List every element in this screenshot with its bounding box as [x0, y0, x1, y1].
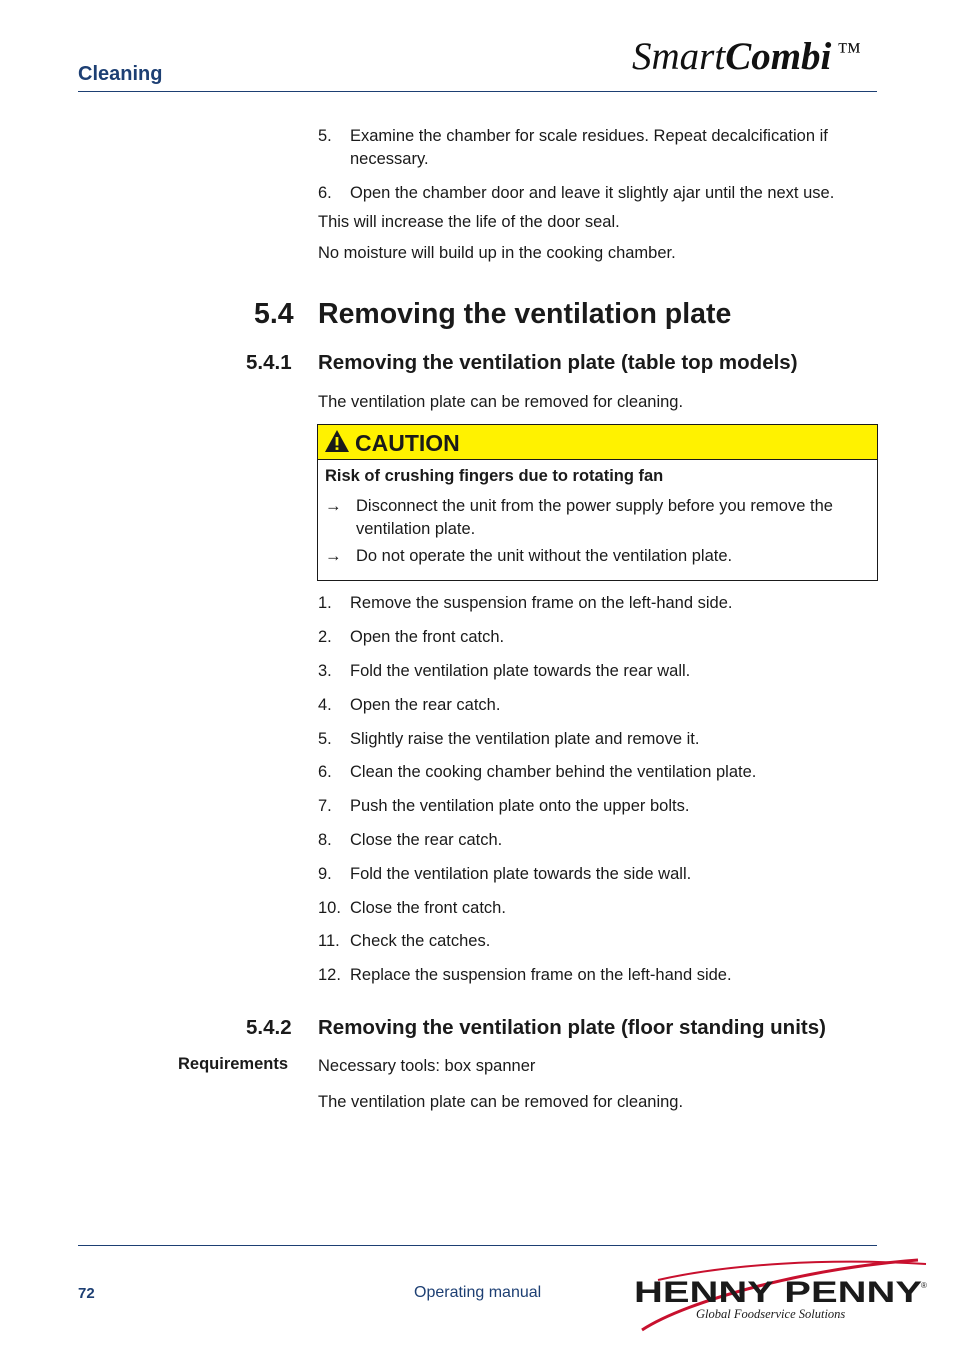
- list-item: [318, 897, 877, 920]
- brand-trademark: ™: [837, 39, 861, 65]
- subsection-intro: The ventilation plate can be removed for cleaning.: [318, 1093, 684, 1111]
- brand-title: [632, 34, 861, 79]
- list-item: [318, 930, 877, 953]
- step-text: Open the front catch.: [350, 628, 505, 646]
- step-number: 5.: [318, 127, 332, 145]
- caution-header: [318, 425, 877, 460]
- step-number: 5.: [318, 730, 332, 748]
- intro-note: No moisture will build up in the cooking chamber.: [318, 244, 676, 262]
- caution-title: Risk of crushing fingers due to rotating fan: [325, 467, 664, 485]
- list-item: [318, 829, 877, 852]
- section-label: Cleaning: [78, 63, 163, 85]
- page-number: 72: [78, 1285, 95, 1302]
- step-number: 6.: [318, 184, 332, 202]
- caution-item: [325, 545, 870, 568]
- step-text: Close the front catch.: [350, 899, 506, 917]
- subsection-intro: The ventilation plate can be removed for cleaning.: [318, 393, 684, 411]
- brand-part-smart: Smart: [632, 35, 726, 78]
- caution-label: CAUTION: [355, 430, 460, 456]
- step-number: 11.: [318, 932, 340, 950]
- step-number: 6.: [318, 763, 332, 781]
- list-item: [318, 694, 877, 717]
- list-item: [318, 728, 877, 751]
- step-number: 7.: [318, 797, 332, 815]
- logo-wordmark: HENNY PENNY: [634, 1276, 922, 1309]
- step-text: Close the rear catch.: [350, 831, 503, 849]
- step-number: 2.: [318, 628, 332, 646]
- step-number: 4.: [318, 696, 332, 714]
- list-item: [318, 592, 877, 615]
- requirements-text: Necessary tools: box spanner: [318, 1057, 536, 1075]
- step-number: 3.: [318, 662, 332, 680]
- step-text: Slightly raise the ventilation plate and remove it.: [350, 730, 700, 748]
- section-heading-5-4: [254, 298, 731, 331]
- list-item: [318, 626, 877, 649]
- step-text: Fold the ventilation plate towards the rear wall.: [350, 662, 691, 680]
- step-text: Open the chamber door and leave it slightly ajar until the next use.: [350, 184, 835, 202]
- logo-registered: ®: [921, 1281, 927, 1290]
- list-item: [318, 761, 877, 784]
- footer-rule: [78, 1245, 877, 1246]
- requirements-label: Requirements: [178, 1055, 289, 1073]
- step-number: 8.: [318, 831, 332, 849]
- step-number: 1.: [318, 594, 332, 612]
- subsection-title: Removing the ventilation plate (floor standing units): [318, 1016, 826, 1039]
- footer-document-type: Operating manual: [414, 1284, 542, 1301]
- caution-item-text: Disconnect the unit from the power supply before you remove the ventilation plate.: [356, 497, 833, 538]
- logo-tagline: Global Foodservice Solutions: [696, 1307, 846, 1321]
- step-text: Push the ventilation plate onto the upper bolts.: [350, 797, 690, 815]
- step-number: 12.: [318, 966, 341, 984]
- intro-step: [318, 182, 877, 205]
- list-item: [318, 660, 877, 683]
- caution-item-text: Do not operate the unit without the ventilation plate.: [356, 547, 733, 565]
- list-item: [318, 795, 877, 818]
- arrow-right-icon: →: [325, 497, 342, 515]
- step-text: Clean the cooking chamber behind the ventilation plate.: [350, 763, 757, 781]
- step-text: Remove the suspension frame on the left-hand side.: [350, 594, 733, 612]
- warning-triangle-icon: [324, 429, 350, 453]
- arrow-right-icon: →: [325, 547, 342, 565]
- section-number: 5.4: [254, 298, 294, 330]
- step-text: Fold the ventilation plate towards the side wall.: [350, 865, 692, 883]
- step-text: Open the rear catch.: [350, 696, 501, 714]
- section-title: Removing the ventilation plate: [318, 298, 732, 330]
- header-rule: [78, 91, 877, 92]
- intro-note: This will increase the life of the door seal.: [318, 213, 620, 231]
- step-number: 10.: [318, 899, 341, 917]
- list-item: [318, 964, 877, 987]
- subsection-title: Removing the ventilation plate (table top models): [318, 351, 798, 374]
- henny-penny-logo: [628, 1254, 932, 1334]
- subsection-heading-5-4-2: [246, 1016, 826, 1040]
- brand-part-combi: Combi: [725, 35, 832, 78]
- subsection-number: 5.4.2: [246, 1016, 292, 1039]
- intro-step: [318, 125, 877, 171]
- step-text: Check the catches.: [350, 932, 491, 950]
- caution-box: [317, 424, 878, 581]
- list-item: [318, 863, 877, 886]
- step-number: 9.: [318, 865, 332, 883]
- subsection-number: 5.4.1: [246, 351, 292, 374]
- subsection-heading-5-4-1: [246, 351, 798, 375]
- step-text: Replace the suspension frame on the left-hand side.: [350, 966, 732, 984]
- step-text: Examine the chamber for scale residues. Repeat decalcification if necessary.: [350, 127, 828, 168]
- caution-item: [325, 495, 870, 541]
